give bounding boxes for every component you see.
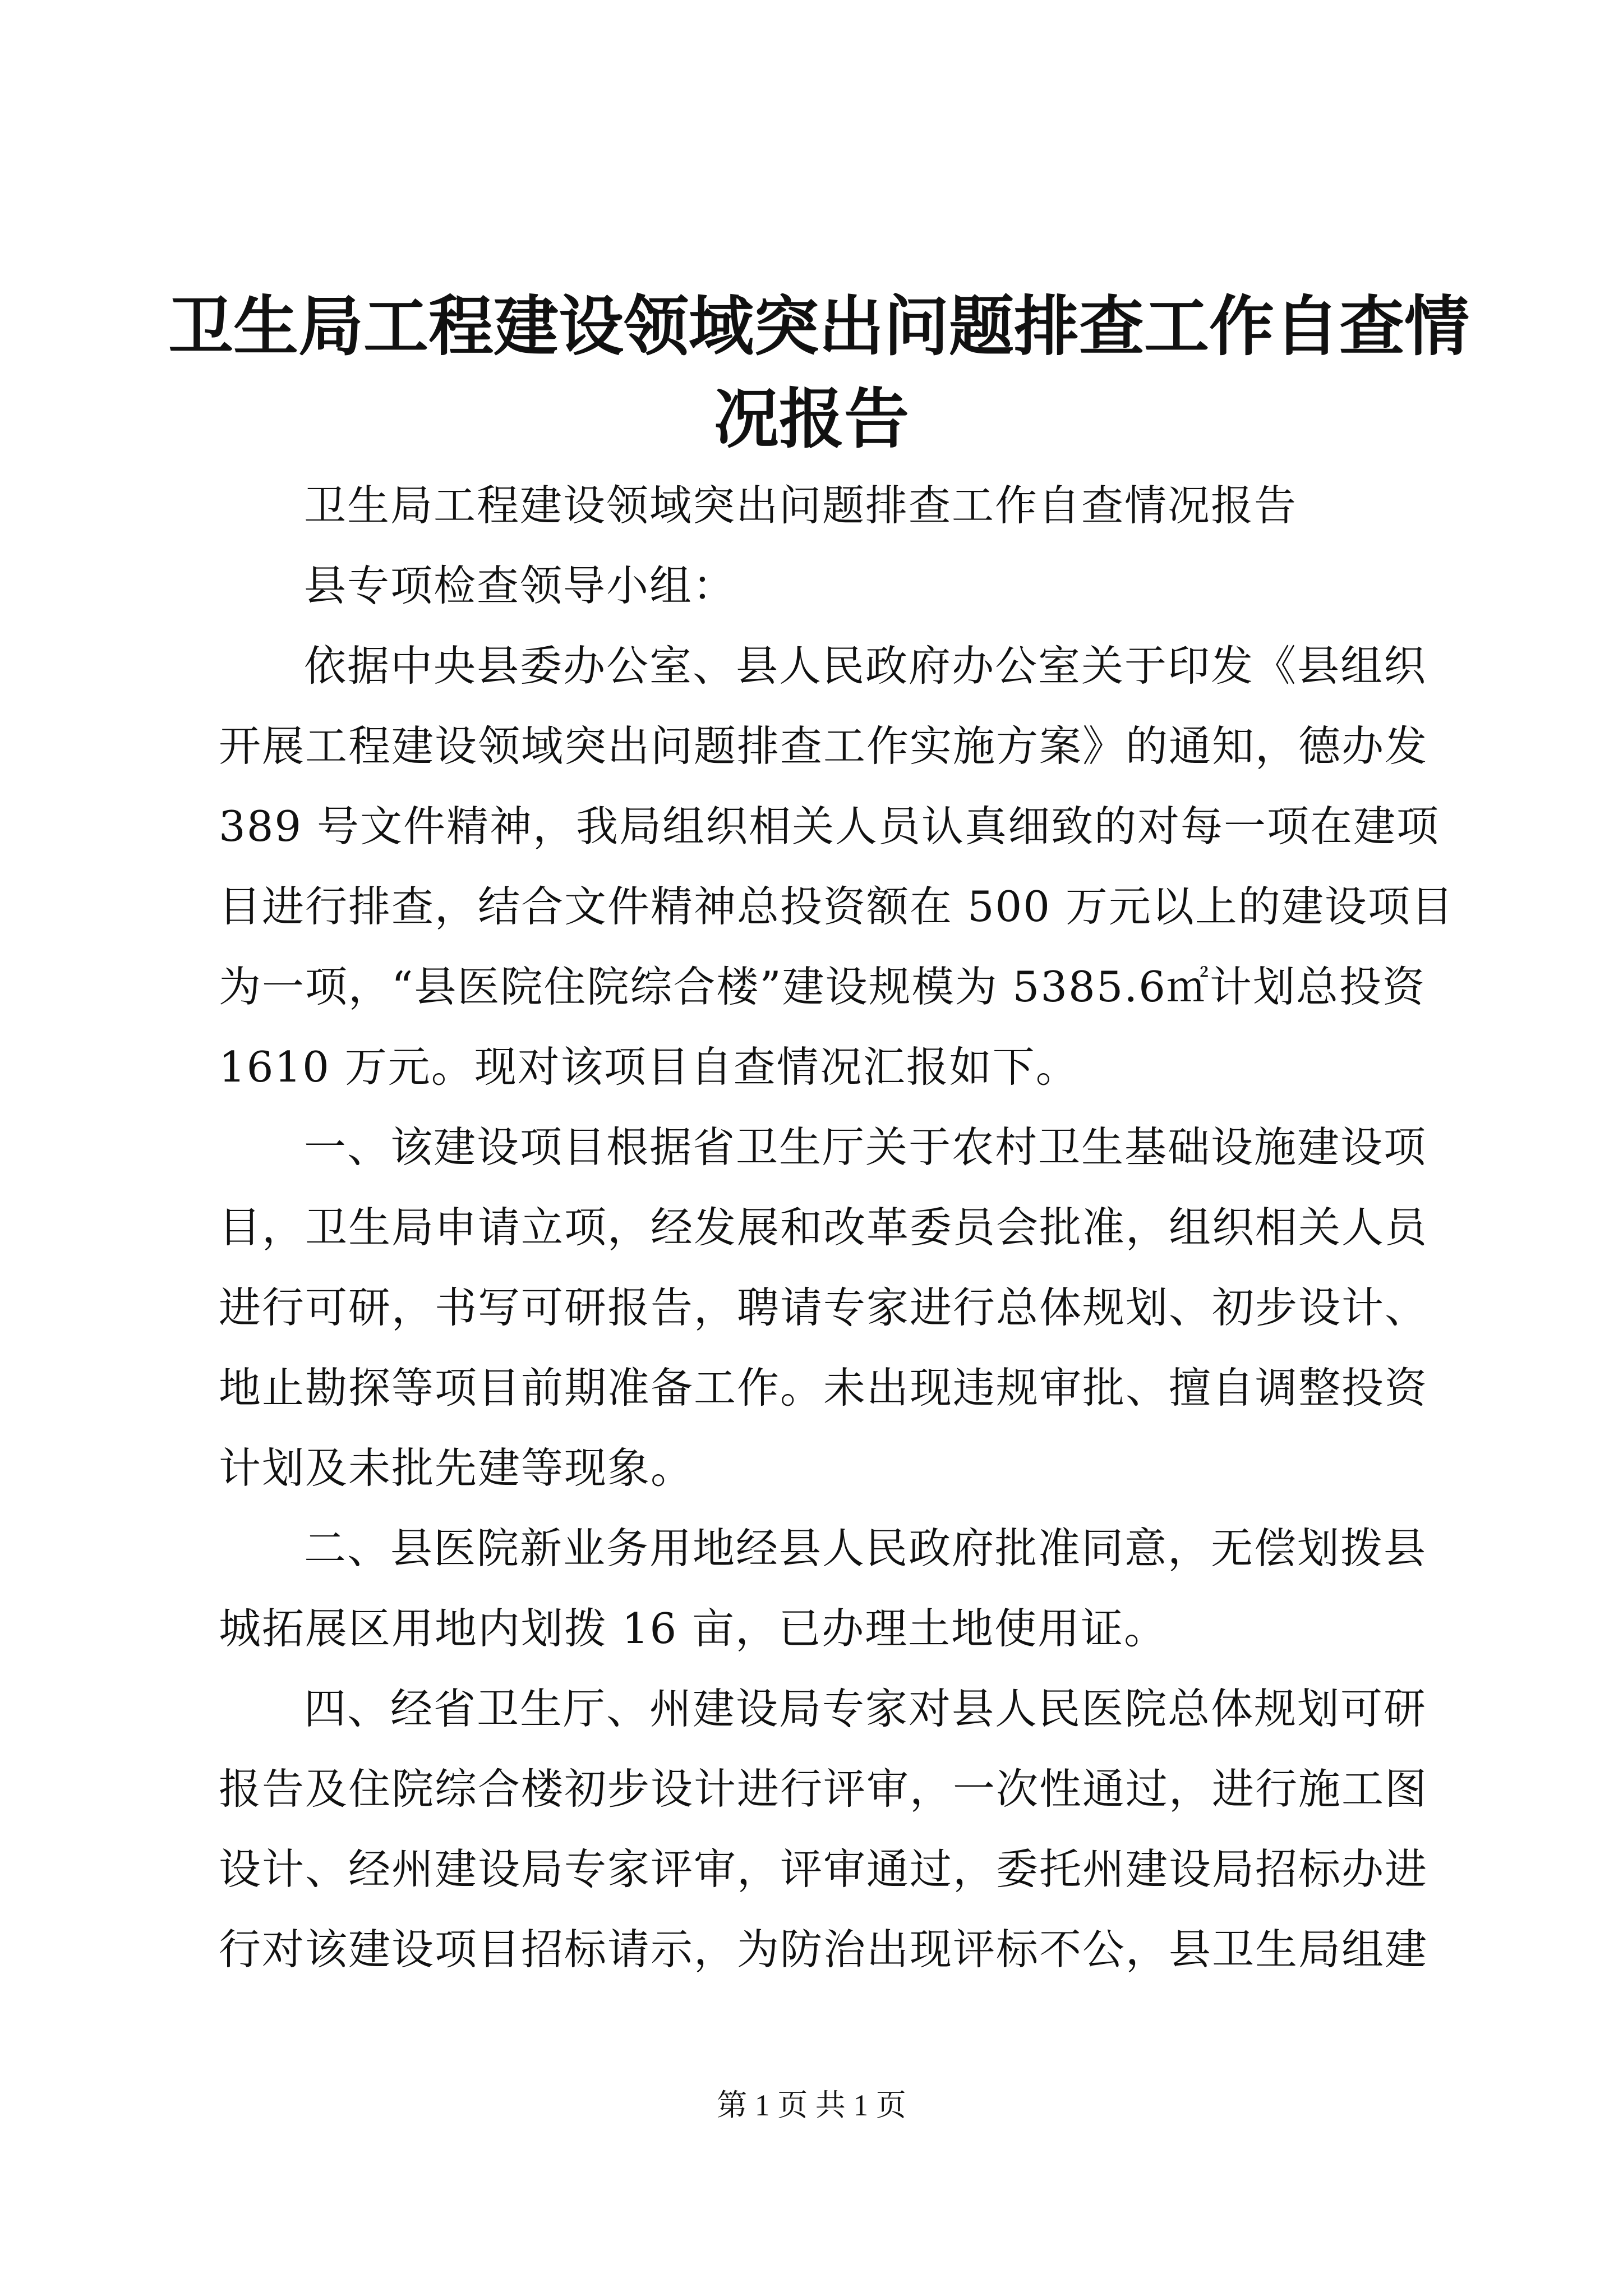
paragraph-line: 设计、经州建设局专家评审，评审通过，委托州建设局招标办进 (219, 1844, 1428, 1894)
paragraph-line: 地止勘探等项目前期准备工作。未出现违规审批、擅自调整投资 (219, 1363, 1428, 1412)
salutation-paragraph (219, 546, 1416, 626)
paragraph-line: 依据中央县委办公室、县人民政府办公室关于印发《县组织 (304, 641, 1427, 691)
paragraph-line: 进行可研，书写可研报告，聘请专家进行总体规划、初步设计、 (219, 1283, 1428, 1332)
paragraph-line: 为一项，“县医院住院综合楼”建设规模为 5385.6㎡计划总投资 (219, 962, 1426, 1011)
section-four-paragraph (219, 1669, 1428, 1990)
paragraph-line: 开展工程建设领域突出问题排查工作实施方案》的通知，德办发 (219, 721, 1428, 771)
paragraph-line: 目进行排查，结合文件精神总投资额在 500 万元以上的建设项目 (219, 882, 1454, 931)
document-body (219, 466, 1454, 1990)
intro-paragraph (219, 626, 1454, 1107)
title-line-2: 况报告 (714, 381, 909, 457)
section-one-paragraph (219, 1107, 1428, 1508)
paragraph-line: 卫生局工程建设领域突出问题排查工作自查情况报告 (304, 481, 1298, 530)
document-title (168, 280, 1469, 466)
paragraph-line: 行对该建设项目招标请示，为防治出现评标不公，县卫生局组建 (219, 1925, 1428, 1974)
page-number-footer: 第 1 页 共 1 页 (717, 2088, 906, 2122)
subtitle-paragraph (219, 466, 1416, 546)
paragraph-line: 二、县医院新业务用地经县人民政府批准同意，无偿划拨县 (304, 1524, 1427, 1573)
paragraph-line: 1610 万元。现对该项目自查情况汇报如下。 (219, 1042, 1079, 1092)
paragraph-line: 城拓展区用地内划拨 16 亩，已办理土地使用证。 (219, 1604, 1168, 1653)
paragraph-line: 389 号文件精神，我局组织相关人员认真细致的对每一项在建项 (219, 802, 1440, 851)
paragraph-line: 计划及未批先建等现象。 (219, 1443, 694, 1493)
section-two-paragraph (219, 1508, 1427, 1669)
paragraph-line: 报告及住院综合楼初步设计进行评审，一次性通过，进行施工图 (219, 1764, 1428, 1814)
paragraph-line: 目，卫生局申请立项，经发展和改革委员会批准，组织相关人员 (219, 1203, 1428, 1252)
paragraph-line: 一、该建设项目根据省卫生厅关于农村卫生基础设施建设项 (304, 1122, 1427, 1172)
title-line-1: 卫生局工程建设领域突出问题排查工作自查情 (168, 288, 1469, 365)
paragraph-line: 县专项检查领导小组： (304, 561, 736, 610)
paragraph-line: 四、经省卫生厅、州建设局专家对县人民医院总体规划可研 (304, 1684, 1427, 1733)
